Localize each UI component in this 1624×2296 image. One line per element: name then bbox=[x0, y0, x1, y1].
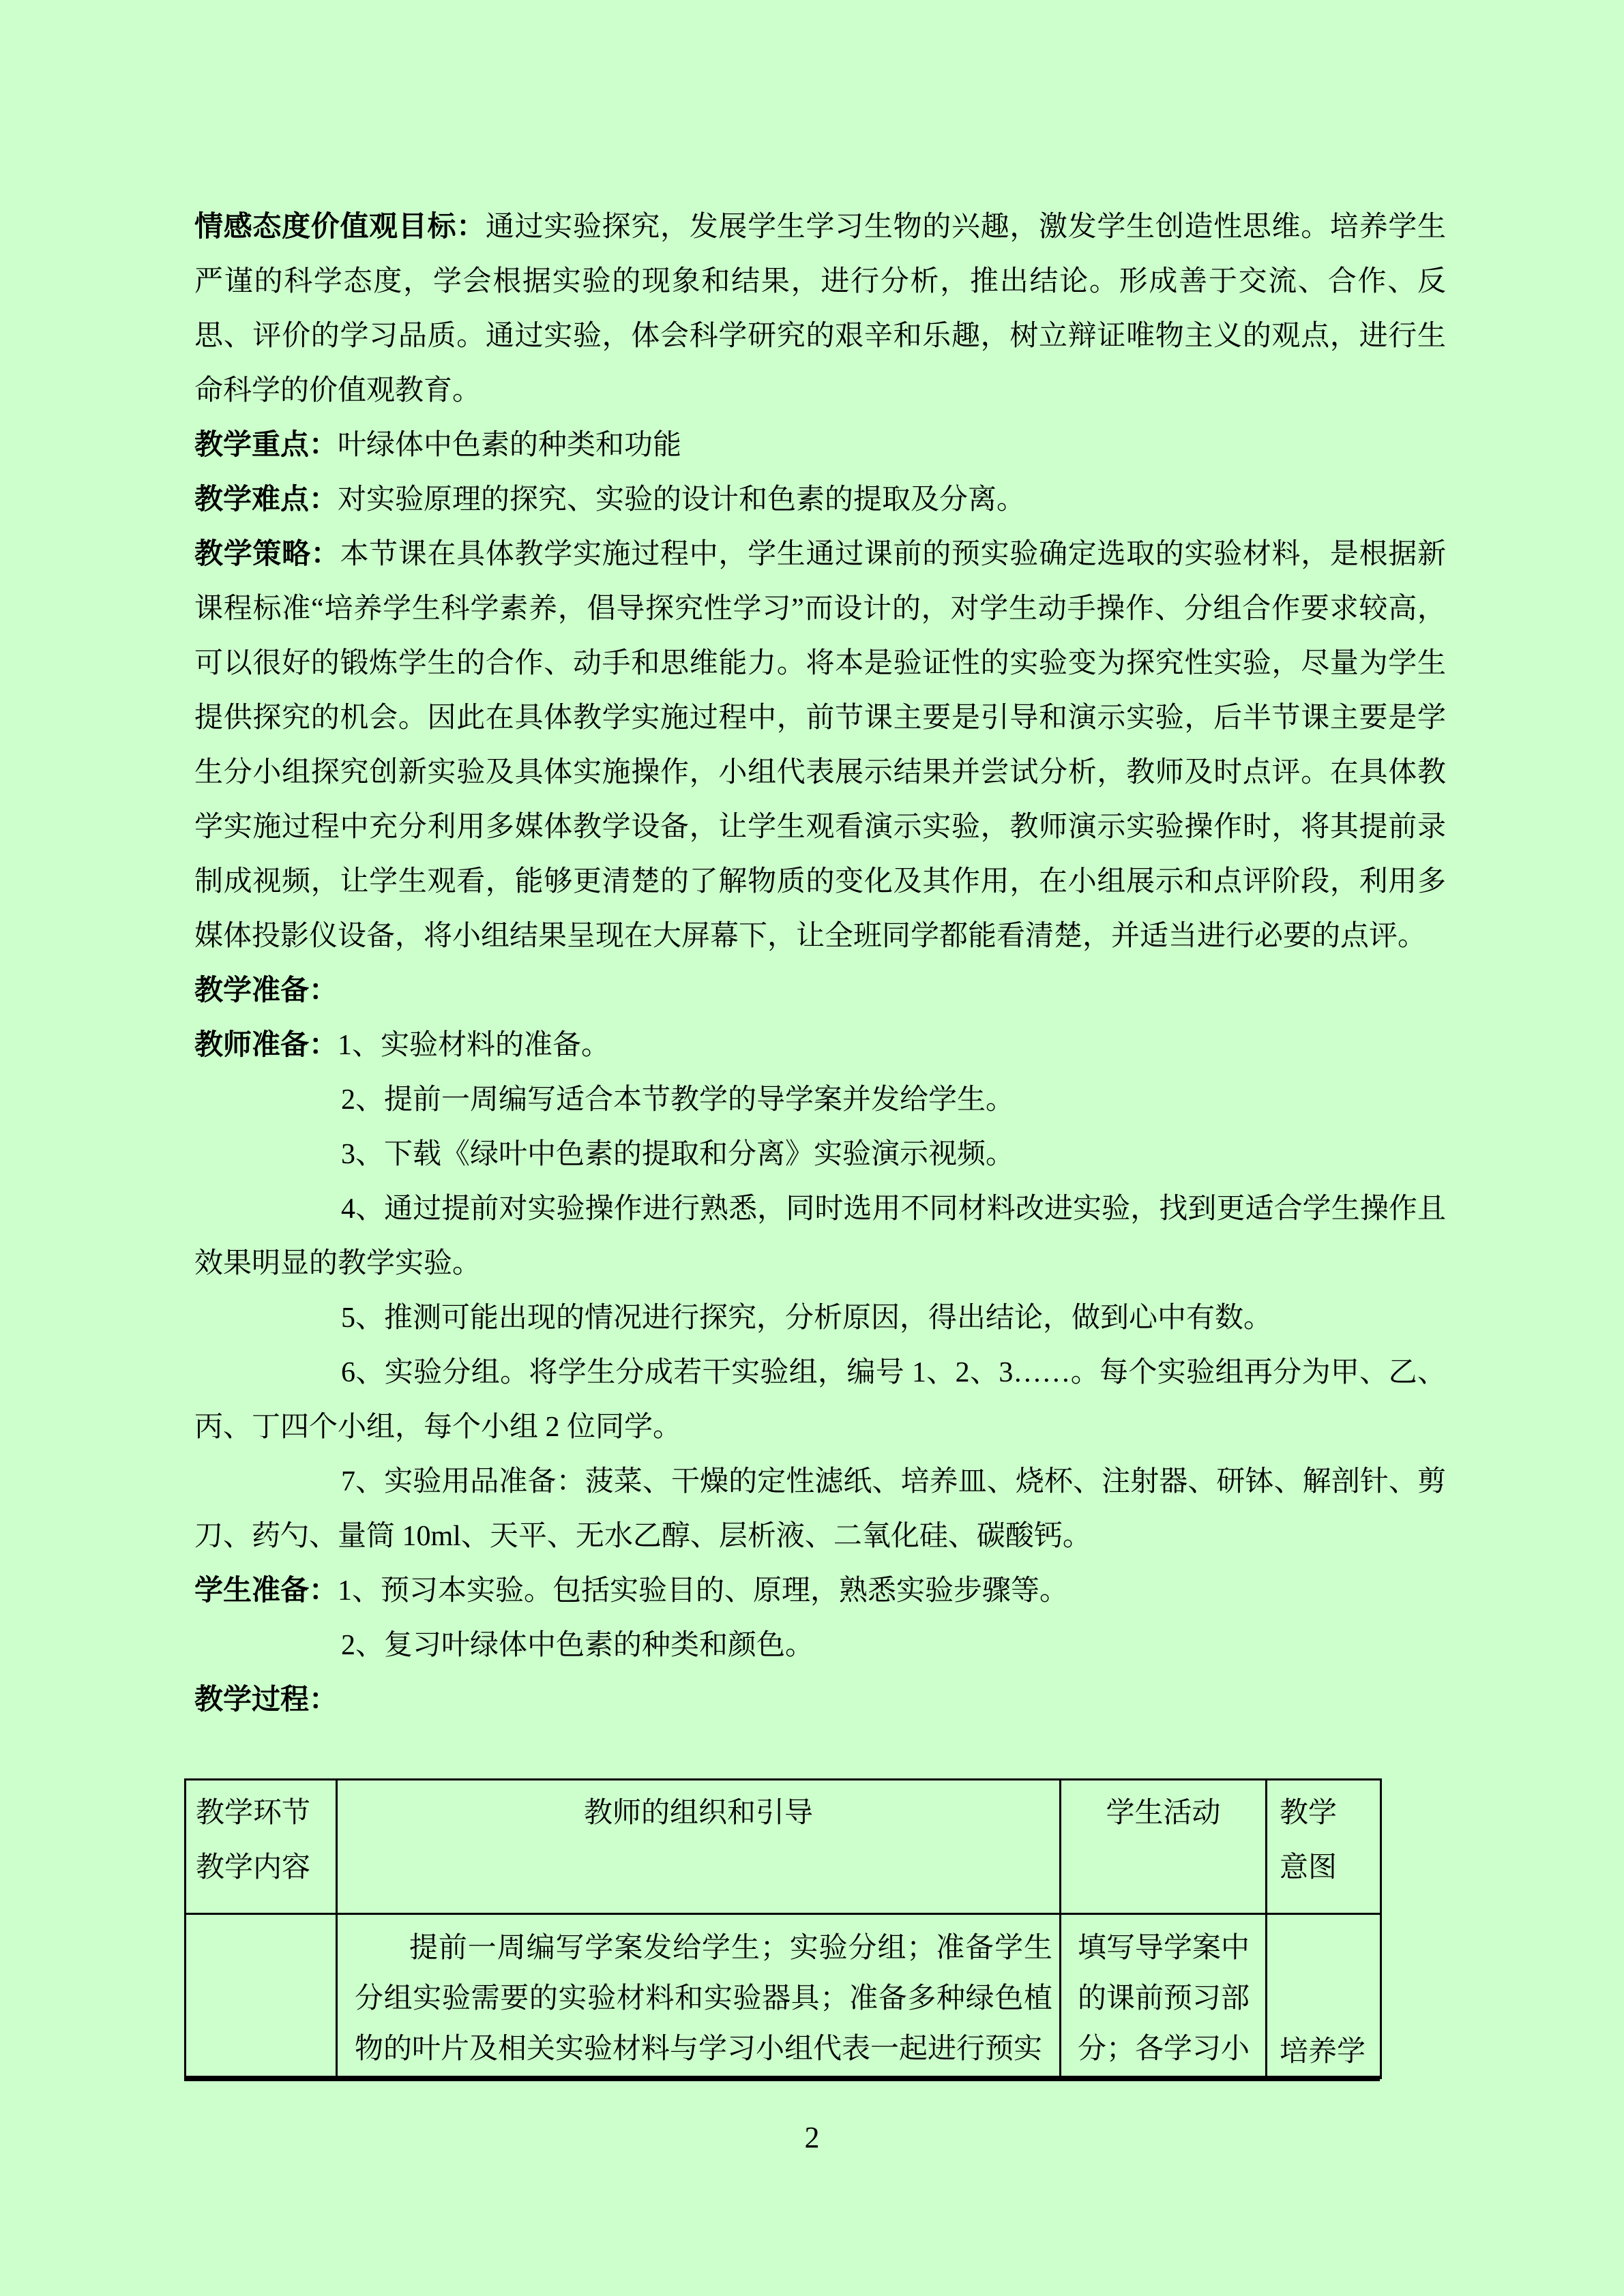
header-stage-line1: 教学环节 bbox=[196, 1798, 311, 1829]
para-teaching-preparation-label: 教学准备： bbox=[194, 975, 338, 1007]
para-student-prep-item-2: 2、复习叶绿体中色素的种类和颜色。 bbox=[341, 1630, 814, 1661]
table-page-cut-line bbox=[184, 2076, 1380, 2081]
table-header-row bbox=[186, 1780, 1381, 1914]
para-student-prep-item-1: 学生准备：1、预习本实验。包括实验目的、原理，熟悉实验步骤等。 bbox=[194, 1575, 1069, 1607]
page-number: 2 bbox=[804, 2121, 820, 2154]
para-teacher-prep-item-3: 3、下载《绿叶中色素的提取和分离》实验演示视频。 bbox=[341, 1139, 1015, 1170]
body-cell-stage bbox=[186, 1914, 337, 2078]
para-teaching-difficulty-label: 教学难点： bbox=[194, 484, 338, 516]
header-cell-stage-content bbox=[186, 1780, 337, 1914]
para-teaching-process-heading bbox=[194, 1673, 1446, 1727]
document-body-text bbox=[194, 200, 1446, 1727]
para-teaching-preparation-heading bbox=[194, 964, 1446, 1018]
para-teaching-difficulty: 教学难点：对实验原理的探究、实验的设计和色素的提取及分离。 bbox=[194, 484, 1026, 516]
para-teacher-prep-item-4: 4、通过提前对实验操作进行熟悉，同时选用不同材料改进实验，找到更适合学生操作且效果明显的教学实验。 bbox=[194, 1193, 1446, 1279]
teaching-process-table-grid bbox=[184, 1778, 1382, 2079]
para-teaching-strategy: 教学策略：本节课在具体教学实施过程中，学生通过课前的预实验确定选取的实验材料，是根据新课程标准“培养学生科学素养，倡导探究性学习”而设计的，对学生动手操作、分组合作要求较高，可以很好的锻炼学生的合作、动手和思维能力。将本是验证性的实验变为探究性实验，尽量为学生提供探究的机会。因此在具体教学实施过程中，前节课主要是引导和演示实验，后半节课主要是学生分小组探究创新实验及具体实施操作，小组代表展示结果并尝试分析，教师及时点评。在具体教学实施过程中充分利用多媒体教学设备，让学生观看演示实验，教师演示实验操作时，将其提前录制成视频，让学生观看，能够更清楚的了解物质的变化及其作用，在小组展示和点评阶段，利用多媒体投影仪设备，将小组结果呈现在大屏幕下，让全班同学都能看清楚，并适当进行必要的点评。 bbox=[194, 539, 1446, 952]
para-teacher-prep-item-2: 2、提前一周编写适合本节教学的导学案并发给学生。 bbox=[341, 1084, 1015, 1116]
header-cell-student-activity: 学生活动 bbox=[1061, 1780, 1267, 1914]
para-affective-goals: 情感态度价值观目标：通过实验探究，发展学生学习生物的兴趣，激发学生创造性思维。培养学生严谨的科学态度，学会根据实验的现象和结果，进行分析，推出结论。形成善于交流、合作、反思、评价的学习品质。通过实验，体会科学研究的艰辛和乐趣，树立辩证唯物主义的观点，进行生命科学的价值观教育。 bbox=[194, 211, 1446, 406]
body-cell-teacher-guidance: 提前一周编写学案发给学生；实验分组；准备学生分组实验需要的实验材料和实验器具；准备多种绿色植物的叶片及相关实验材料与学习小组代表一起进行预实 bbox=[337, 1914, 1061, 2078]
para-student-prep-label: 学生准备： bbox=[194, 1575, 338, 1607]
para-teacher-prep-item-7: 7、实验用品准备：菠菜、干燥的定性滤纸、培养皿、烧杯、注射器、研钵、解剖针、剪刀、药勺、量筒 10ml、天平、无水乙醇、层析液、二氧化硅、碳酸钙。 bbox=[194, 1466, 1446, 1552]
para-teaching-process-label: 教学过程： bbox=[194, 1684, 338, 1716]
para-teaching-strategy-label: 教学策略： bbox=[194, 539, 340, 570]
table-body-row bbox=[186, 1914, 1381, 2078]
para-teacher-prep-item-5: 5、推测可能出现的情况进行探究，分析原因，得出结论，做到心中有数。 bbox=[341, 1302, 1273, 1334]
para-affective-goals-label: 情感态度价值观目标： bbox=[194, 211, 486, 243]
header-intent-line2: 意图 bbox=[1280, 1852, 1338, 1883]
para-teaching-focus: 教学重点：叶绿体中色素的种类和功能 bbox=[194, 430, 682, 461]
teaching-process-table bbox=[184, 1778, 1382, 2079]
para-teaching-focus-label: 教学重点： bbox=[194, 430, 338, 461]
header-stage-line2: 教学内容 bbox=[196, 1852, 311, 1883]
para-teacher-prep-item-6: 6、实验分组。将学生分成若干实验组，编号 1、2、3……。每个实验组再分为甲、乙、丙、丁四个小组，每个小组 2 位同学。 bbox=[194, 1357, 1446, 1443]
header-cell-teacher-guidance: 教师的组织和引导 bbox=[337, 1780, 1061, 1914]
header-cell-teaching-intent bbox=[1267, 1780, 1381, 1914]
body-cell-teaching-intent: 培养学 bbox=[1267, 1914, 1381, 2078]
body-cell-student-activity: 填写导学案中的课前预习部分；各学习小 bbox=[1061, 1914, 1267, 2078]
header-intent-line1: 教学 bbox=[1280, 1798, 1338, 1829]
para-teacher-prep-label: 教师准备： bbox=[194, 1030, 338, 1061]
para-teacher-prep-item-1: 教师准备：1、实验材料的准备。 bbox=[194, 1030, 610, 1061]
